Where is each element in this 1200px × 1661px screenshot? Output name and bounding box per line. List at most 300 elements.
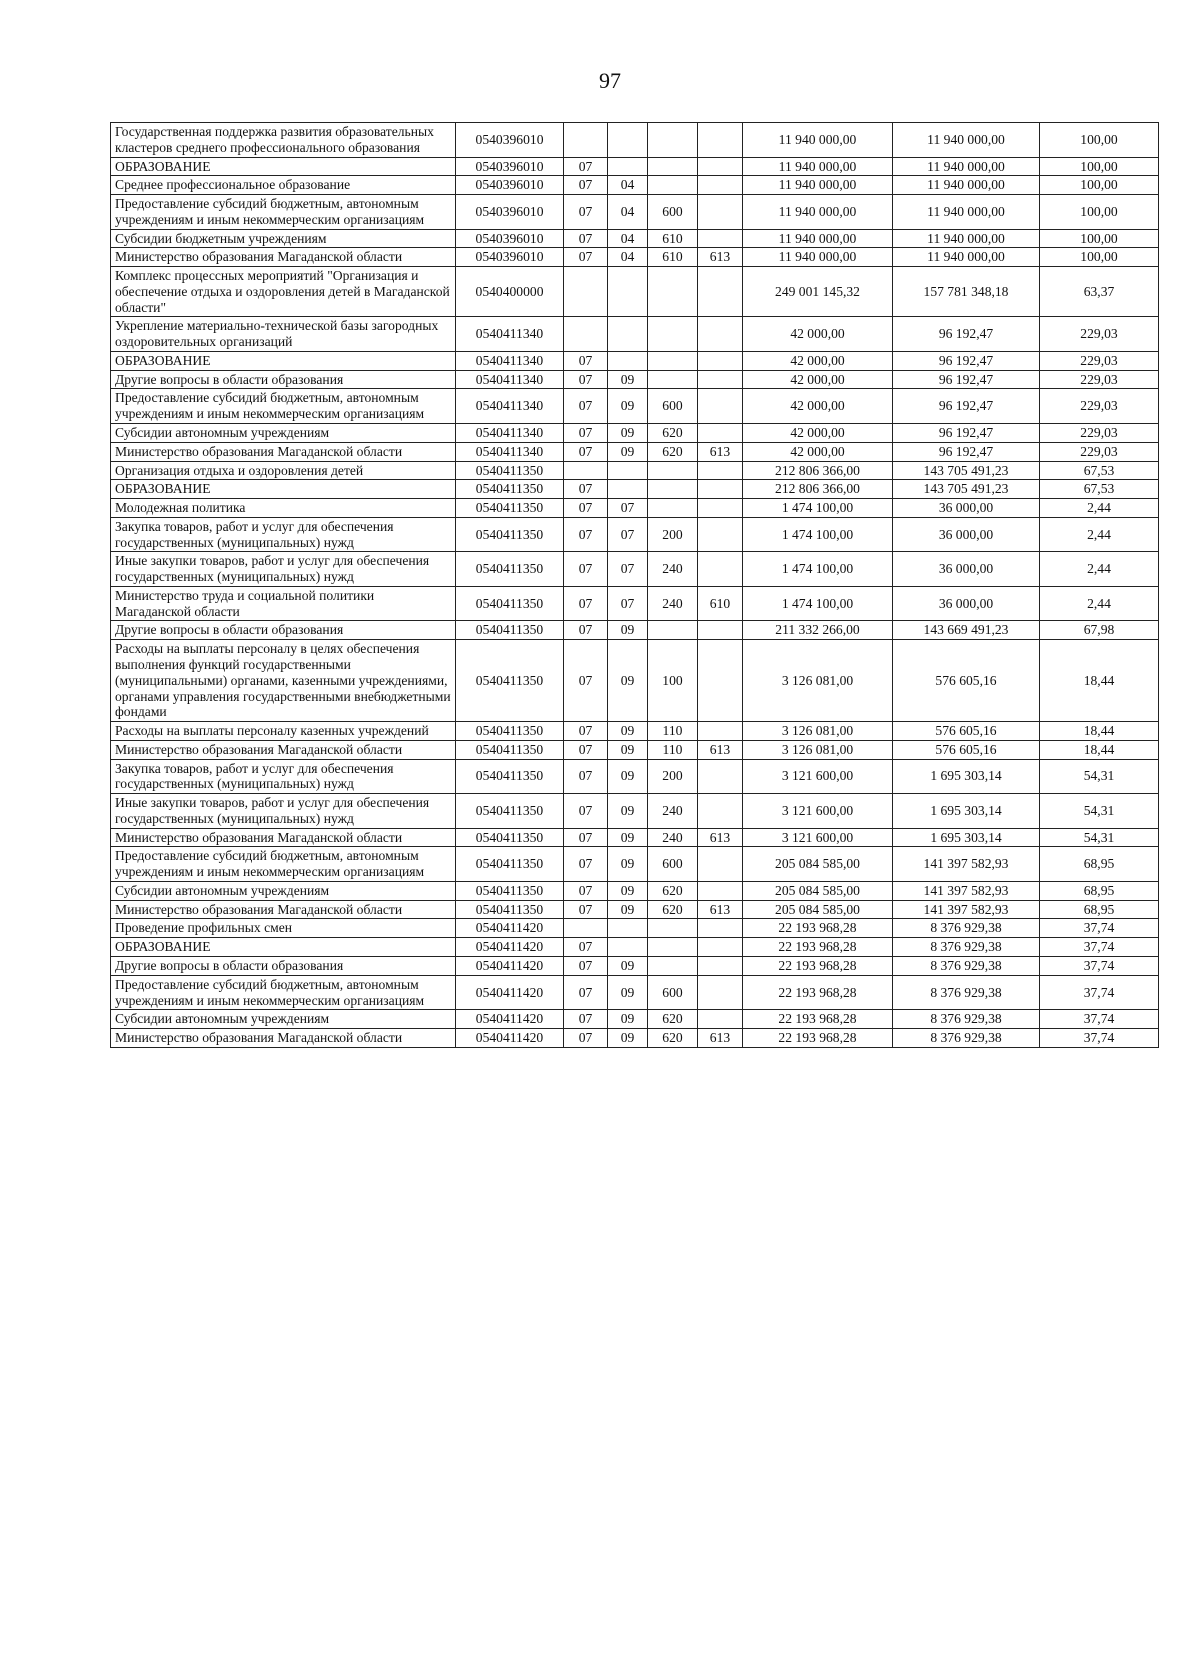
- table-row: [111, 123, 1159, 158]
- expense-type-code: 200: [648, 517, 698, 552]
- target-code: 0540411340: [456, 424, 564, 443]
- administrator-code: 613: [698, 1029, 743, 1048]
- row-name: Укрепление материально-технической базы загородных оздоровительных организаций: [111, 317, 456, 352]
- plan-amount: 205 084 585,00: [743, 881, 893, 900]
- fact-amount: 96 192,47: [893, 317, 1040, 352]
- execution-percent: 229,03: [1040, 317, 1159, 352]
- execution-percent: 100,00: [1040, 229, 1159, 248]
- fact-amount: 1 695 303,14: [893, 794, 1040, 829]
- administrator-code: [698, 794, 743, 829]
- fact-amount: 96 192,47: [893, 351, 1040, 370]
- subsection-code: 09: [608, 900, 648, 919]
- plan-amount: 11 940 000,00: [743, 123, 893, 158]
- section-code: 07: [564, 157, 608, 176]
- target-code: 0540396010: [456, 248, 564, 267]
- subsection-code: 09: [608, 759, 648, 794]
- row-name: Другие вопросы в области образования: [111, 956, 456, 975]
- subsection-code: 09: [608, 740, 648, 759]
- fact-amount: 141 397 582,93: [893, 847, 1040, 882]
- subsection-code: 07: [608, 586, 648, 621]
- administrator-code: [698, 195, 743, 230]
- subsection-code: 09: [608, 389, 648, 424]
- section-code: 07: [564, 956, 608, 975]
- plan-amount: 205 084 585,00: [743, 900, 893, 919]
- fact-amount: 143 669 491,23: [893, 621, 1040, 640]
- subsection-code: 09: [608, 847, 648, 882]
- table-row: [111, 938, 1159, 957]
- fact-amount: 8 376 929,38: [893, 975, 1040, 1010]
- row-name: Организация отдыха и оздоровления детей: [111, 461, 456, 480]
- target-code: 0540411350: [456, 480, 564, 499]
- subsection-code: 04: [608, 195, 648, 230]
- plan-amount: 22 193 968,28: [743, 919, 893, 938]
- fact-amount: 11 940 000,00: [893, 248, 1040, 267]
- administrator-code: [698, 370, 743, 389]
- table-row: [111, 442, 1159, 461]
- expense-type-code: 110: [648, 740, 698, 759]
- fact-amount: 576 605,16: [893, 740, 1040, 759]
- plan-amount: 22 193 968,28: [743, 975, 893, 1010]
- expense-type-code: 620: [648, 900, 698, 919]
- administrator-code: [698, 424, 743, 443]
- execution-percent: 2,44: [1040, 499, 1159, 518]
- administrator-code: [698, 759, 743, 794]
- plan-amount: 22 193 968,28: [743, 956, 893, 975]
- expense-type-code: 600: [648, 847, 698, 882]
- row-name: Иные закупки товаров, работ и услуг для обеспечения государственных (муниципальных) нужд: [111, 794, 456, 829]
- expense-type-code: [648, 919, 698, 938]
- row-name: Предоставление субсидий бюджетным, автономным учреждениям и иным некоммерческим организациям: [111, 847, 456, 882]
- subsection-code: [608, 267, 648, 317]
- target-code: 0540411420: [456, 1010, 564, 1029]
- target-code: 0540411350: [456, 828, 564, 847]
- fact-amount: 1 695 303,14: [893, 828, 1040, 847]
- row-name: Предоставление субсидий бюджетным, автономным учреждениям и иным некоммерческим организациям: [111, 975, 456, 1010]
- plan-amount: 3 121 600,00: [743, 794, 893, 829]
- fact-amount: 141 397 582,93: [893, 881, 1040, 900]
- row-name: ОБРАЗОВАНИЕ: [111, 351, 456, 370]
- expense-type-code: [648, 621, 698, 640]
- row-name: Комплекс процессных мероприятий "Организация и обеспечение отдыха и оздоровления детей в Магаданской области": [111, 267, 456, 317]
- row-name: Предоставление субсидий бюджетным, автономным учреждениям и иным некоммерческим организациям: [111, 195, 456, 230]
- expense-type-code: 610: [648, 248, 698, 267]
- expense-type-code: [648, 351, 698, 370]
- execution-percent: 2,44: [1040, 552, 1159, 587]
- administrator-code: [698, 461, 743, 480]
- target-code: 0540396010: [456, 157, 564, 176]
- table-body: [111, 123, 1159, 1048]
- subsection-code: 09: [608, 640, 648, 722]
- fact-amount: 1 695 303,14: [893, 759, 1040, 794]
- row-name: ОБРАЗОВАНИЕ: [111, 938, 456, 957]
- expense-type-code: 600: [648, 389, 698, 424]
- row-name: Проведение профильных смен: [111, 919, 456, 938]
- row-name: Субсидии бюджетным учреждениям: [111, 229, 456, 248]
- subsection-code: 09: [608, 370, 648, 389]
- row-name: Министерство труда и социальной политики Магаданской области: [111, 586, 456, 621]
- target-code: 0540411350: [456, 900, 564, 919]
- administrator-code: [698, 552, 743, 587]
- section-code: 07: [564, 828, 608, 847]
- row-name: Иные закупки товаров, работ и услуг для обеспечения государственных (муниципальных) нужд: [111, 552, 456, 587]
- administrator-code: [698, 1010, 743, 1029]
- fact-amount: 11 940 000,00: [893, 229, 1040, 248]
- subsection-code: 09: [608, 975, 648, 1010]
- plan-amount: 11 940 000,00: [743, 157, 893, 176]
- fact-amount: 36 000,00: [893, 499, 1040, 518]
- table-row: [111, 919, 1159, 938]
- execution-percent: 54,31: [1040, 828, 1159, 847]
- plan-amount: 11 940 000,00: [743, 229, 893, 248]
- target-code: 0540411350: [456, 517, 564, 552]
- section-code: 07: [564, 586, 608, 621]
- table-row: [111, 480, 1159, 499]
- execution-percent: 67,98: [1040, 621, 1159, 640]
- row-name: Расходы на выплаты персоналу казенных учреждений: [111, 722, 456, 741]
- execution-percent: 229,03: [1040, 424, 1159, 443]
- table-row: [111, 157, 1159, 176]
- subsection-code: 04: [608, 229, 648, 248]
- administrator-code: 613: [698, 900, 743, 919]
- target-code: 0540411350: [456, 881, 564, 900]
- row-name: Другие вопросы в области образования: [111, 621, 456, 640]
- fact-amount: 576 605,16: [893, 640, 1040, 722]
- fact-amount: 96 192,47: [893, 424, 1040, 443]
- execution-percent: 68,95: [1040, 847, 1159, 882]
- target-code: 0540411420: [456, 919, 564, 938]
- expense-type-code: 240: [648, 586, 698, 621]
- execution-percent: 54,31: [1040, 794, 1159, 829]
- plan-amount: 211 332 266,00: [743, 621, 893, 640]
- budget-table: [110, 122, 1159, 1048]
- expense-type-code: 240: [648, 552, 698, 587]
- row-name: Другие вопросы в области образования: [111, 370, 456, 389]
- execution-percent: 100,00: [1040, 176, 1159, 195]
- administrator-code: 613: [698, 442, 743, 461]
- execution-percent: 37,74: [1040, 1029, 1159, 1048]
- fact-amount: 157 781 348,18: [893, 267, 1040, 317]
- target-code: 0540411340: [456, 442, 564, 461]
- fact-amount: 96 192,47: [893, 389, 1040, 424]
- row-name: Субсидии автономным учреждениям: [111, 881, 456, 900]
- target-code: 0540396010: [456, 176, 564, 195]
- table-row: [111, 640, 1159, 722]
- plan-amount: 11 940 000,00: [743, 195, 893, 230]
- row-name: Субсидии автономным учреждениям: [111, 1010, 456, 1029]
- fact-amount: 96 192,47: [893, 442, 1040, 461]
- section-code: 07: [564, 424, 608, 443]
- section-code: 07: [564, 389, 608, 424]
- row-name: ОБРАЗОВАНИЕ: [111, 157, 456, 176]
- subsection-code: 07: [608, 552, 648, 587]
- expense-type-code: [648, 370, 698, 389]
- plan-amount: 22 193 968,28: [743, 1010, 893, 1029]
- plan-amount: 3 121 600,00: [743, 759, 893, 794]
- table-row: [111, 621, 1159, 640]
- administrator-code: [698, 975, 743, 1010]
- subsection-code: 04: [608, 248, 648, 267]
- table-row: [111, 956, 1159, 975]
- subsection-code: 07: [608, 499, 648, 518]
- administrator-code: [698, 938, 743, 957]
- plan-amount: 11 940 000,00: [743, 248, 893, 267]
- expense-type-code: [648, 123, 698, 158]
- execution-percent: 63,37: [1040, 267, 1159, 317]
- fact-amount: 96 192,47: [893, 370, 1040, 389]
- target-code: 0540411340: [456, 351, 564, 370]
- execution-percent: 18,44: [1040, 640, 1159, 722]
- target-code: 0540411420: [456, 938, 564, 957]
- administrator-code: [698, 157, 743, 176]
- table-row: [111, 828, 1159, 847]
- section-code: [564, 461, 608, 480]
- target-code: 0540411350: [456, 740, 564, 759]
- expense-type-code: 110: [648, 722, 698, 741]
- expense-type-code: 600: [648, 195, 698, 230]
- plan-amount: 22 193 968,28: [743, 938, 893, 957]
- administrator-code: [698, 881, 743, 900]
- subsection-code: 09: [608, 621, 648, 640]
- table-row: [111, 317, 1159, 352]
- execution-percent: 229,03: [1040, 389, 1159, 424]
- administrator-code: [698, 267, 743, 317]
- subsection-code: 09: [608, 722, 648, 741]
- table-row: [111, 900, 1159, 919]
- section-code: 07: [564, 975, 608, 1010]
- row-name: Закупка товаров, работ и услуг для обеспечения государственных (муниципальных) нужд: [111, 517, 456, 552]
- section-code: 07: [564, 1029, 608, 1048]
- target-code: 0540411350: [456, 621, 564, 640]
- administrator-code: [698, 229, 743, 248]
- section-code: 07: [564, 640, 608, 722]
- execution-percent: 100,00: [1040, 195, 1159, 230]
- expense-type-code: 620: [648, 881, 698, 900]
- plan-amount: 212 806 366,00: [743, 480, 893, 499]
- table-row: [111, 499, 1159, 518]
- section-code: 07: [564, 517, 608, 552]
- subsection-code: 09: [608, 1029, 648, 1048]
- row-name: Предоставление субсидий бюджетным, автономным учреждениям и иным некоммерческим организациям: [111, 389, 456, 424]
- administrator-code: [698, 919, 743, 938]
- section-code: 07: [564, 722, 608, 741]
- target-code: 0540396010: [456, 123, 564, 158]
- target-code: 0540411420: [456, 956, 564, 975]
- execution-percent: 67,53: [1040, 461, 1159, 480]
- row-name: Субсидии автономным учреждениям: [111, 424, 456, 443]
- section-code: 07: [564, 229, 608, 248]
- row-name: Министерство образования Магаданской области: [111, 248, 456, 267]
- expense-type-code: [648, 461, 698, 480]
- subsection-code: [608, 351, 648, 370]
- fact-amount: 576 605,16: [893, 722, 1040, 741]
- subsection-code: [608, 480, 648, 499]
- expense-type-code: 100: [648, 640, 698, 722]
- plan-amount: 42 000,00: [743, 317, 893, 352]
- administrator-code: 610: [698, 586, 743, 621]
- fact-amount: 36 000,00: [893, 552, 1040, 587]
- table-row: [111, 847, 1159, 882]
- administrator-code: 613: [698, 740, 743, 759]
- table-row: [111, 176, 1159, 195]
- subsection-code: [608, 461, 648, 480]
- table-row: [111, 1029, 1159, 1048]
- execution-percent: 18,44: [1040, 722, 1159, 741]
- row-name: Молодежная политика: [111, 499, 456, 518]
- table-row: [111, 461, 1159, 480]
- plan-amount: 1 474 100,00: [743, 517, 893, 552]
- expense-type-code: 620: [648, 424, 698, 443]
- section-code: 07: [564, 351, 608, 370]
- plan-amount: 42 000,00: [743, 442, 893, 461]
- section-code: 07: [564, 370, 608, 389]
- subsection-code: [608, 123, 648, 158]
- expense-type-code: 610: [648, 229, 698, 248]
- execution-percent: 68,95: [1040, 881, 1159, 900]
- administrator-code: [698, 640, 743, 722]
- fact-amount: 36 000,00: [893, 586, 1040, 621]
- section-code: [564, 317, 608, 352]
- execution-percent: 68,95: [1040, 900, 1159, 919]
- plan-amount: 3 126 081,00: [743, 640, 893, 722]
- section-code: 07: [564, 881, 608, 900]
- expense-type-code: 240: [648, 828, 698, 847]
- execution-percent: 67,53: [1040, 480, 1159, 499]
- section-code: 07: [564, 480, 608, 499]
- expense-type-code: [648, 956, 698, 975]
- row-name: Министерство образования Магаданской области: [111, 828, 456, 847]
- administrator-code: 613: [698, 248, 743, 267]
- fact-amount: 8 376 929,38: [893, 1010, 1040, 1029]
- table-row: [111, 740, 1159, 759]
- target-code: 0540411420: [456, 975, 564, 1010]
- target-code: 0540411350: [456, 640, 564, 722]
- row-name: Среднее профессиональное образование: [111, 176, 456, 195]
- section-code: 07: [564, 759, 608, 794]
- execution-percent: 37,74: [1040, 956, 1159, 975]
- expense-type-code: 620: [648, 1010, 698, 1029]
- expense-type-code: 620: [648, 442, 698, 461]
- administrator-code: [698, 480, 743, 499]
- expense-type-code: [648, 480, 698, 499]
- row-name: Министерство образования Магаданской области: [111, 1029, 456, 1048]
- target-code: 0540411350: [456, 847, 564, 882]
- table-row: [111, 389, 1159, 424]
- table-row: [111, 759, 1159, 794]
- section-code: 07: [564, 195, 608, 230]
- administrator-code: [698, 499, 743, 518]
- expense-type-code: 200: [648, 759, 698, 794]
- table-row: [111, 370, 1159, 389]
- table-row: [111, 248, 1159, 267]
- subsection-code: 07: [608, 517, 648, 552]
- plan-amount: 1 474 100,00: [743, 552, 893, 587]
- target-code: 0540411420: [456, 1029, 564, 1048]
- row-name: Министерство образования Магаданской области: [111, 900, 456, 919]
- execution-percent: 229,03: [1040, 370, 1159, 389]
- execution-percent: 37,74: [1040, 938, 1159, 957]
- fact-amount: 8 376 929,38: [893, 919, 1040, 938]
- section-code: [564, 267, 608, 317]
- table-row: [111, 1010, 1159, 1029]
- section-code: 07: [564, 552, 608, 587]
- target-code: 0540411350: [456, 759, 564, 794]
- execution-percent: 18,44: [1040, 740, 1159, 759]
- execution-percent: 100,00: [1040, 123, 1159, 158]
- plan-amount: 3 121 600,00: [743, 828, 893, 847]
- plan-amount: 42 000,00: [743, 389, 893, 424]
- subsection-code: 04: [608, 176, 648, 195]
- execution-percent: 100,00: [1040, 157, 1159, 176]
- administrator-code: [698, 176, 743, 195]
- target-code: 0540411340: [456, 370, 564, 389]
- target-code: 0540411350: [456, 722, 564, 741]
- target-code: 0540411340: [456, 317, 564, 352]
- plan-amount: 1 474 100,00: [743, 499, 893, 518]
- section-code: 07: [564, 847, 608, 882]
- plan-amount: 42 000,00: [743, 351, 893, 370]
- table-row: [111, 517, 1159, 552]
- page-number: 97: [599, 68, 621, 93]
- fact-amount: 8 376 929,38: [893, 1029, 1040, 1048]
- table-row: [111, 881, 1159, 900]
- plan-amount: 11 940 000,00: [743, 176, 893, 195]
- target-code: 0540411350: [456, 461, 564, 480]
- table-row: [111, 794, 1159, 829]
- target-code: 0540411350: [456, 586, 564, 621]
- row-name: Государственная поддержка развития образовательных кластеров среднего профессионального образования: [111, 123, 456, 158]
- subsection-code: 09: [608, 442, 648, 461]
- section-code: 07: [564, 176, 608, 195]
- plan-amount: 205 084 585,00: [743, 847, 893, 882]
- administrator-code: [698, 517, 743, 552]
- target-code: 0540396010: [456, 195, 564, 230]
- expense-type-code: [648, 157, 698, 176]
- execution-percent: 37,74: [1040, 919, 1159, 938]
- table-row: [111, 267, 1159, 317]
- execution-percent: 229,03: [1040, 442, 1159, 461]
- subsection-code: 09: [608, 828, 648, 847]
- plan-amount: 3 126 081,00: [743, 740, 893, 759]
- table-row: [111, 722, 1159, 741]
- subsection-code: [608, 157, 648, 176]
- administrator-code: 613: [698, 828, 743, 847]
- table-row: [111, 552, 1159, 587]
- fact-amount: 8 376 929,38: [893, 938, 1040, 957]
- section-code: 07: [564, 442, 608, 461]
- table-row: [111, 229, 1159, 248]
- section-code: 07: [564, 499, 608, 518]
- row-name: Министерство образования Магаданской области: [111, 740, 456, 759]
- subsection-code: 09: [608, 956, 648, 975]
- plan-amount: 3 126 081,00: [743, 722, 893, 741]
- expense-type-code: 620: [648, 1029, 698, 1048]
- row-name: Закупка товаров, работ и услуг для обеспечения государственных (муниципальных) нужд: [111, 759, 456, 794]
- target-code: 0540400000: [456, 267, 564, 317]
- target-code: 0540411350: [456, 794, 564, 829]
- section-code: 07: [564, 621, 608, 640]
- subsection-code: 09: [608, 1010, 648, 1029]
- table-row: [111, 195, 1159, 230]
- subsection-code: 09: [608, 881, 648, 900]
- expense-type-code: [648, 938, 698, 957]
- execution-percent: 54,31: [1040, 759, 1159, 794]
- section-code: 07: [564, 740, 608, 759]
- administrator-code: [698, 956, 743, 975]
- execution-percent: 37,74: [1040, 1010, 1159, 1029]
- section-code: 07: [564, 1010, 608, 1029]
- administrator-code: [698, 722, 743, 741]
- fact-amount: 143 705 491,23: [893, 480, 1040, 499]
